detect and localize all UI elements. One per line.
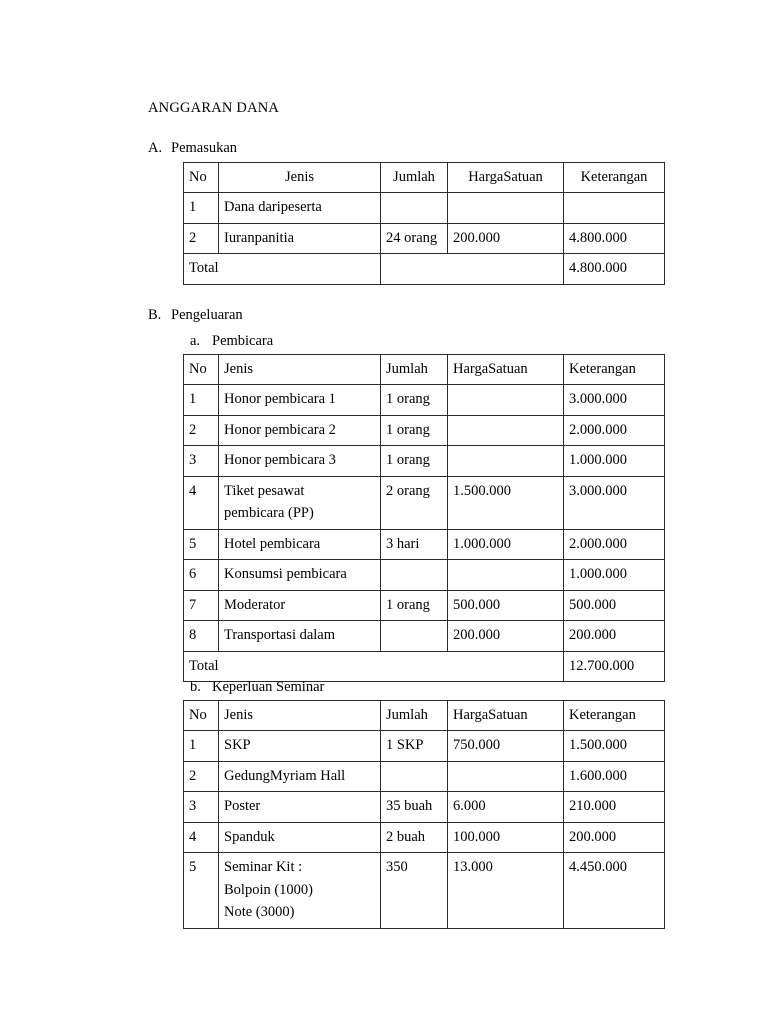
cell-jenis-line-1: Tiket pesawat (224, 482, 305, 499)
column-header-jumlah: Jumlah (381, 701, 448, 731)
cell-keterangan: 500.000 (564, 590, 665, 620)
cell-jenis: Spanduk (219, 822, 381, 852)
cell-jumlah: 1 orang (381, 385, 448, 415)
cell-jumlah (381, 193, 448, 223)
cell-total-label: Total (184, 651, 564, 681)
cell-no: 6 (184, 560, 219, 590)
cell-jenis: Dana daripeserta (219, 193, 381, 223)
cell-jumlah: 3 hari (381, 529, 448, 559)
cell-keterangan: 210.000 (564, 792, 665, 822)
cell-hargasatuan: 13.000 (448, 853, 564, 929)
table-row (184, 223, 665, 253)
cell-hargasatuan: 100.000 (448, 822, 564, 852)
cell-total-value: 4.800.000 (564, 254, 665, 284)
cell-jumlah: 1 orang (381, 415, 448, 445)
cell-jumlah: 1 orang (381, 590, 448, 620)
table-header-row (184, 163, 665, 193)
subsection-label: Pembicara (212, 333, 274, 349)
cell-jenis: Hotel pembicara (219, 529, 381, 559)
cell-jumlah: 2 buah (381, 822, 448, 852)
section-heading-pemasukan (148, 140, 237, 157)
subsection-label: Keperluan Seminar (212, 679, 325, 695)
table-row (184, 621, 665, 651)
cell-jenis-line-2: pembicara (PP) (224, 505, 314, 522)
column-header-no: No (184, 701, 219, 731)
cell-hargasatuan (448, 193, 564, 223)
cell-no: 3 (184, 446, 219, 476)
column-header-jenis: Jenis (219, 355, 381, 385)
table-row (184, 731, 665, 761)
cell-jenis-line-3: Note (3000) (224, 904, 295, 921)
cell-hargasatuan: 750.000 (448, 731, 564, 761)
cell-hargasatuan (448, 385, 564, 415)
column-header-keterangan: Keterangan (564, 355, 665, 385)
table-row (184, 761, 665, 791)
cell-jenis: Poster (219, 792, 381, 822)
cell-jumlah: 35 buah (381, 792, 448, 822)
table-pembicara (183, 354, 665, 682)
cell-jumlah (381, 621, 448, 651)
cell-jenis: GedungMyriam Hall (219, 761, 381, 791)
cell-keterangan: 1.000.000 (564, 560, 665, 590)
table-row (184, 792, 665, 822)
cell-jenis: Honor pembicara 2 (219, 415, 381, 445)
cell-jumlah: 1 SKP (381, 731, 448, 761)
cell-keterangan: 3.000.000 (564, 385, 665, 415)
cell-hargasatuan (448, 446, 564, 476)
cell-keterangan: 1.000.000 (564, 446, 665, 476)
cell-jumlah (381, 761, 448, 791)
section-label: Pemasukan (171, 140, 238, 156)
table-row (184, 446, 665, 476)
section-heading-pengeluaran (148, 307, 243, 324)
table-row (184, 385, 665, 415)
table-pemasukan (183, 162, 665, 285)
table-row (184, 193, 665, 223)
cell-jenis: Transportasi dalam (219, 621, 381, 651)
table-row (184, 590, 665, 620)
table-row (184, 853, 665, 929)
cell-keterangan: 4.450.000 (564, 853, 665, 929)
table-row (184, 560, 665, 590)
cell-no: 7 (184, 590, 219, 620)
cell-jumlah: 24 orang (381, 223, 448, 253)
cell-jenis (219, 476, 381, 529)
column-header-keterangan: Keterangan (564, 163, 665, 193)
cell-keterangan: 200.000 (564, 621, 665, 651)
cell-no: 1 (184, 193, 219, 223)
column-header-hargasatuan: HargaSatuan (448, 701, 564, 731)
table-row (184, 822, 665, 852)
cell-keterangan: 200.000 (564, 822, 665, 852)
cell-jenis: Konsumsi pembicara (219, 560, 381, 590)
subsection-marker: a. (190, 333, 201, 349)
table-header-row (184, 355, 665, 385)
cell-total-middle (381, 254, 564, 284)
cell-no: 2 (184, 761, 219, 791)
column-header-jenis: Jenis (219, 163, 381, 193)
cell-no: 2 (184, 415, 219, 445)
table-row (184, 415, 665, 445)
table-row (184, 529, 665, 559)
cell-hargasatuan: 6.000 (448, 792, 564, 822)
column-header-hargasatuan: HargaSatuan (448, 355, 564, 385)
section-marker: A. (148, 140, 163, 156)
cell-hargasatuan: 1.000.000 (448, 529, 564, 559)
column-header-jumlah: Jumlah (381, 355, 448, 385)
cell-no: 1 (184, 385, 219, 415)
cell-jenis: Honor pembicara 1 (219, 385, 381, 415)
cell-total-value: 12.700.000 (564, 651, 665, 681)
column-header-jumlah: Jumlah (381, 163, 448, 193)
page-title: ANGGARAN DANA (148, 100, 280, 116)
subsection-marker: b. (190, 679, 201, 695)
cell-hargasatuan: 1.500.000 (448, 476, 564, 529)
cell-keterangan (564, 193, 665, 223)
cell-jenis: Moderator (219, 590, 381, 620)
cell-jenis (219, 853, 381, 929)
column-header-no: No (184, 163, 219, 193)
cell-total-label: Total (184, 254, 381, 284)
cell-jumlah: 1 orang (381, 446, 448, 476)
cell-jumlah (381, 560, 448, 590)
cell-keterangan: 3.000.000 (564, 476, 665, 529)
cell-jenis-line-2: Bolpoin (1000) (224, 881, 314, 898)
cell-no: 2 (184, 223, 219, 253)
cell-keterangan: 1.500.000 (564, 731, 665, 761)
table-total-row (184, 254, 665, 284)
cell-hargasatuan (448, 415, 564, 445)
column-header-no: No (184, 355, 219, 385)
column-header-jenis: Jenis (219, 701, 381, 731)
cell-no: 4 (184, 822, 219, 852)
cell-jenis: SKP (219, 731, 381, 761)
cell-jenis-line-1: Seminar Kit : (224, 859, 303, 876)
cell-hargasatuan: 200.000 (448, 223, 564, 253)
cell-hargasatuan (448, 560, 564, 590)
subsection-heading-keperluan-seminar (190, 679, 324, 696)
section-label: Pengeluaran (171, 307, 243, 323)
cell-keterangan: 4.800.000 (564, 223, 665, 253)
cell-jenis: Iuranpanitia (219, 223, 381, 253)
cell-keterangan: 1.600.000 (564, 761, 665, 791)
table-total-row (184, 651, 665, 681)
table-row (184, 476, 665, 529)
cell-hargasatuan: 200.000 (448, 621, 564, 651)
cell-keterangan: 2.000.000 (564, 415, 665, 445)
cell-keterangan: 2.000.000 (564, 529, 665, 559)
cell-no: 4 (184, 476, 219, 529)
cell-no: 5 (184, 529, 219, 559)
cell-jumlah: 2 orang (381, 476, 448, 529)
column-header-hargasatuan: HargaSatuan (448, 163, 564, 193)
table-header-row (184, 701, 665, 731)
subsection-heading-pembicara (190, 333, 273, 350)
cell-no: 3 (184, 792, 219, 822)
section-marker: B. (148, 307, 162, 323)
column-header-keterangan: Keterangan (564, 701, 665, 731)
cell-no: 5 (184, 853, 219, 929)
cell-no: 1 (184, 731, 219, 761)
table-keperluan-seminar (183, 700, 665, 929)
cell-jenis: Honor pembicara 3 (219, 446, 381, 476)
cell-hargasatuan: 500.000 (448, 590, 564, 620)
cell-no: 8 (184, 621, 219, 651)
cell-hargasatuan (448, 761, 564, 791)
cell-jumlah: 350 (381, 853, 448, 929)
